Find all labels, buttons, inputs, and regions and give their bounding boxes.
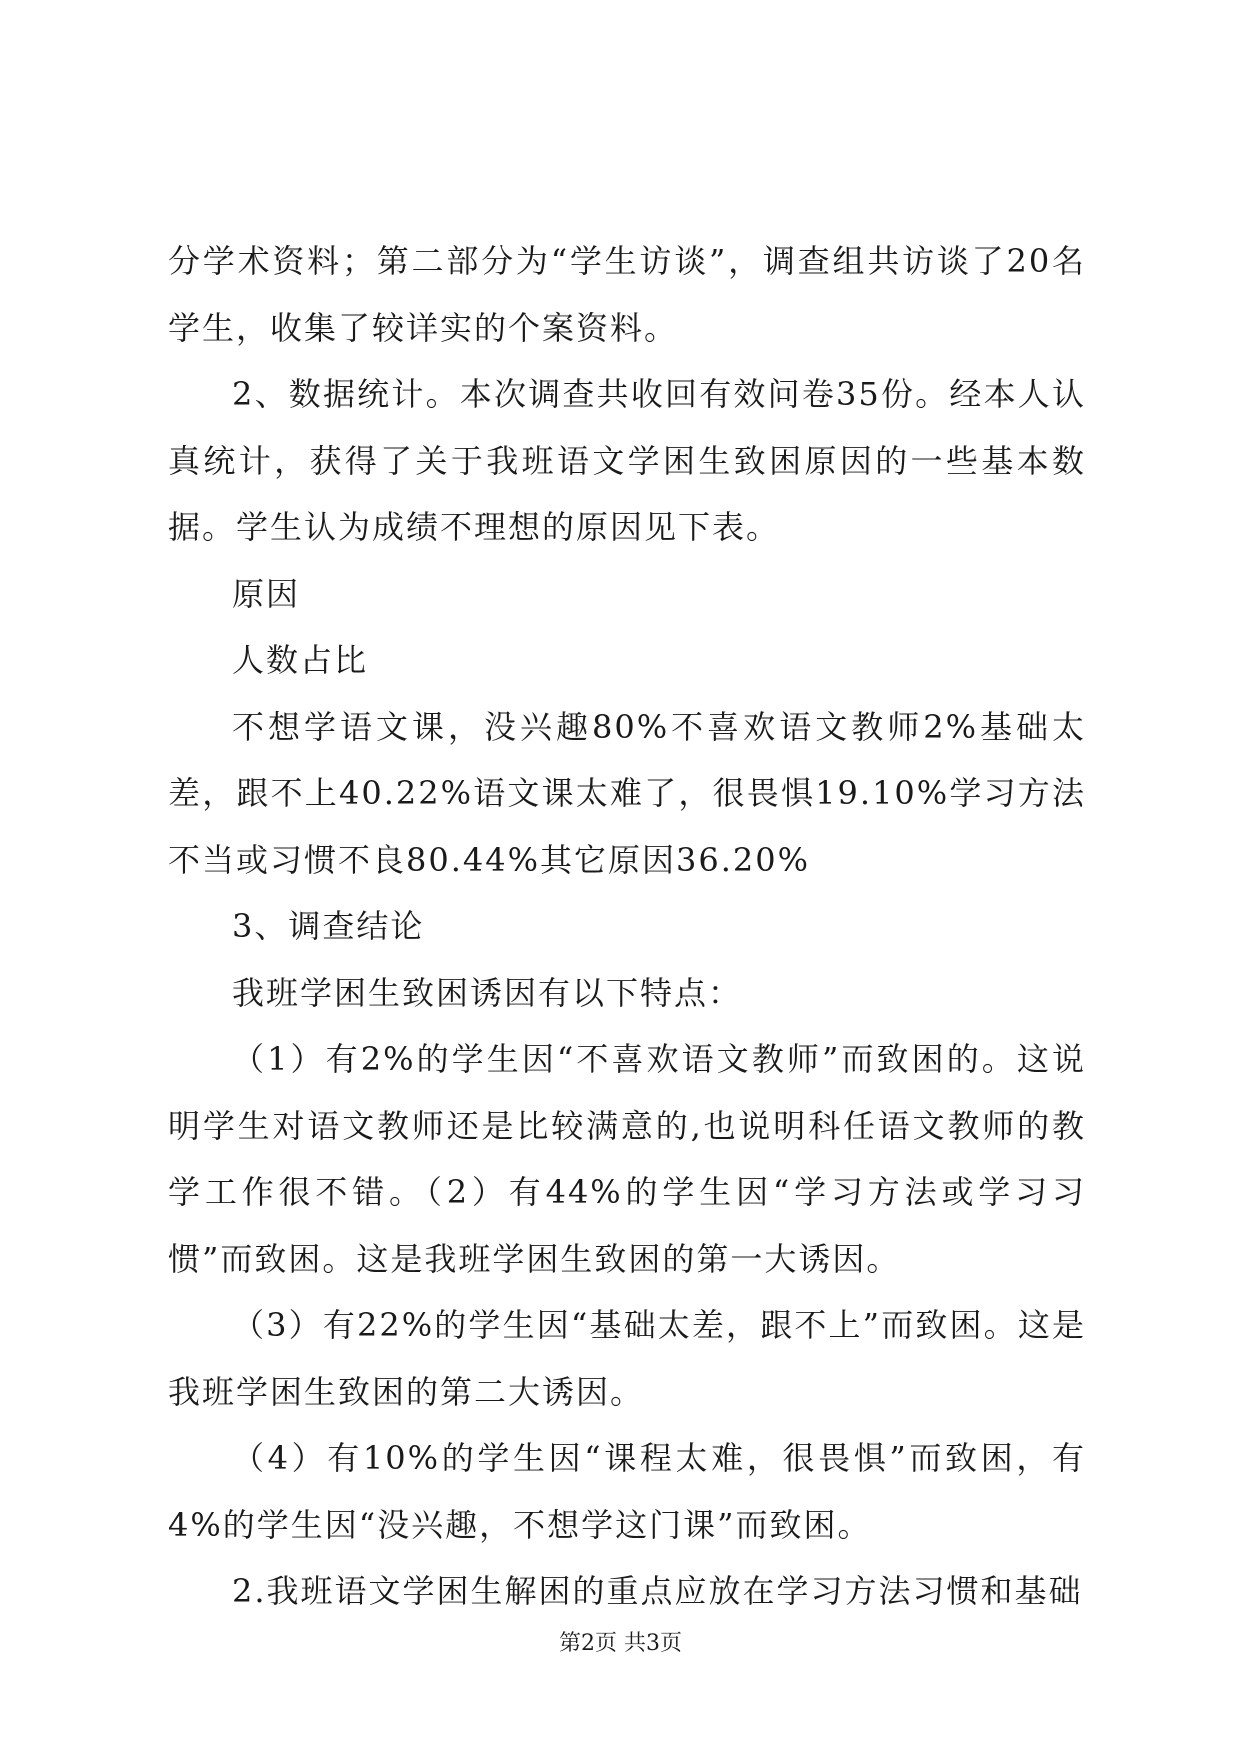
section-heading: 3、调查结论 — [232, 907, 425, 945]
paragraph: 不想学语文课，没兴趣80%不喜欢语文教师2%基础太差，跟不上40.22%语文课太难了，很畏惧19.10%学习方法不当或习惯不良80.44%其它原因36.20% — [168, 707, 1086, 879]
table-header-ratio: 人数占比 — [232, 641, 369, 679]
paragraph: （4）有10%的学生因“课程太难，很畏惧”而致困，有4%的学生因“没兴趣，不想学这门课”而致困。 — [168, 1439, 1086, 1544]
page-number: 第2页 共3页 — [559, 1631, 682, 1656]
paragraph: 2、数据统计。本次调查共收回有效问卷35份。经本人认真统计，获得了关于我班语文学困生致困原因的一些基本数据。学生认为成绩不理想的原因见下表。 — [168, 375, 1086, 546]
document-body — [168, 228, 1086, 1625]
table-header-reason: 原因 — [232, 574, 301, 613]
paragraph: 我班学困生致困诱因有以下特点： — [232, 973, 743, 1012]
paragraph: （1）有2%的学生因“不喜欢语文教师”而致困的。这说明学生对语文教师还是比较满意的,也说明科任语文教师的教学工作很不错。（2）有44%的学生因“学习方法或学习习惯”而致困。这是我班学困生致困的第一大诱因。 — [168, 1040, 1086, 1278]
paragraph: 分学术资料；第二部分为“学生访谈”，调查组共访谈了20名学生，收集了较详实的个案资料。 — [168, 242, 1086, 347]
paragraph: （3）有22%的学生因“基础太差，跟不上”而致困。这是我班学困生致困的第二大诱因。 — [168, 1306, 1086, 1411]
paragraph: 2.我班语文学困生解困的重点应放在学习方法习惯和基础 — [232, 1572, 1083, 1610]
